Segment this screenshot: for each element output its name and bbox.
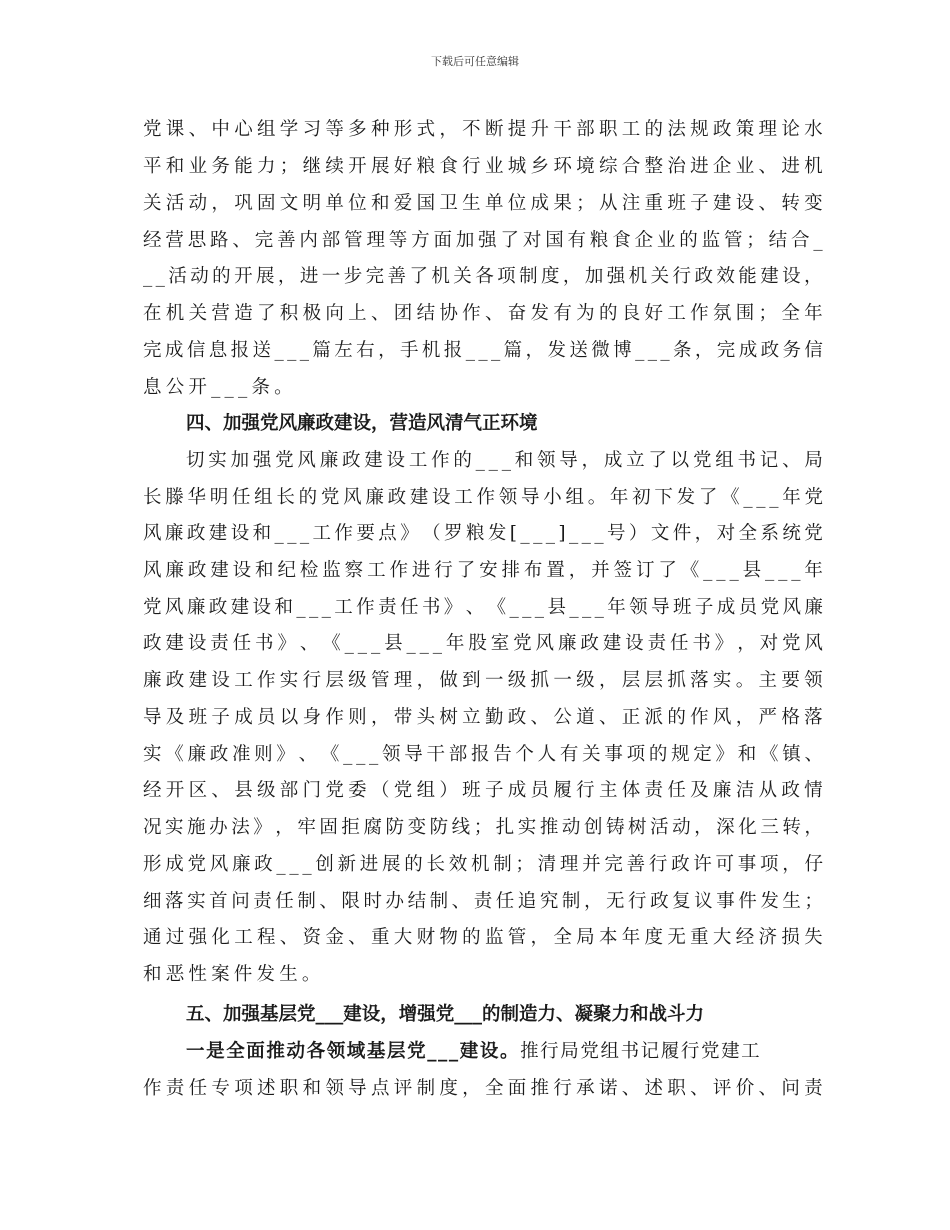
paragraph-2-line: 长 滕 华 明 任 组 长 的 党 风 廉 政 建 设 工 作 领 导 小 组 。 年 初 下 发 了 《 _ _ _ 年 党 [143, 487, 823, 508]
paragraph-2-line: 切 实 加 强 党 风 廉 政 建 设 工 作 的 _ _ _ 和 领 导 ， 成 立 了 以 党 组 书 记 、 局 [186, 450, 823, 471]
paragraph-2-line: 风 廉 政 建 设 和 _ _ _ 工 作 要 点 》 （ 罗 粮 发 [ _ _ _ ] _ _ _ 号 ） 文 件 ， 对 全 系 统 党 [143, 523, 823, 544]
paragraph-1-line: 在 机 关 营 造 了 积 极 向 上 、 团 结 协 作 、 奋 发 有 为 的 良 好 工 作 氛 围 ； 全 年 [143, 303, 823, 324]
section-heading-4: 四、加强党风廉政建设，营造风清气正环境 [186, 413, 538, 434]
paragraph-2-line: 况 实 施 办 法 》 ， 牢 固 拒 腐 防 变 防 线 ； 扎 实 推 动 创 铸 树 活 动 ， 深 化 三 转 ， [143, 817, 823, 838]
paragraph-2-line: 导 及 班 子 成 员 以 身 作 则 ， 带 头 树 立 勤 政 、 公 道 、 正 派 的 作 风 ， 严 格 落 [143, 707, 823, 728]
paragraph-2-line: 实 《 廉 政 准 则 》 、 《 _ _ _ 领 导 干 部 报 告 个 人 有 关 事 项 的 规 定 》 和 《 镇 、 [143, 744, 823, 765]
paragraph-3-line: 作 责 任 专 项 述 职 和 领 导 点 评 制 度 ， 全 面 推 行 承 诺 、 述 职 、 评 价 、 问 责 [143, 1078, 823, 1099]
paragraph-1-line: 关 活 动 ， 巩 固 文 明 单 位 和 爱 国 卫 生 单 位 成 果 ； 从 注 重 班 子 建 设 、 转 变 [143, 193, 823, 214]
paragraph-1-line: 完 成 信 息 报 送 _ _ _ 篇 左 右 ， 手 机 报 _ _ _ 篇 ， 发 送 微 博 _ _ _ 条 ， 完 成 政 务 信 [143, 340, 823, 361]
paragraph-2-line: 政 建 设 责 任 书 》 、 《 _ _ _ 县 _ _ _ 年 股 室 党 风 廉 政 建 设 责 任 书 》 ， 对 党 风 [143, 633, 823, 654]
paragraph-2-line: 党 风 廉 政 建 设 和 _ _ _ 工 作 责 任 书 》 、 《 _ _ _ 县 _ _ _ 年 领 导 班 子 成 员 党 风 廉 [143, 597, 823, 618]
paragraph-2-line: 廉 政 建 设 工 作 实 行 层 级 管 理 ， 做 到 一 级 抓 一 级 ， 层 层 抓 落 实 。 主 要 领 [143, 670, 823, 691]
paragraph-3-rest: 推行局党组书记履行党建工 [520, 1041, 762, 1062]
paragraph-1-line: 平 和 业 务 能 力 ； 继 续 开 展 好 粮 食 行 业 城 乡 环 境 综 合 整 治 进 企 业 、 进 机 [143, 156, 823, 177]
paragraph-2-line: 细 落 实 首 问 责 任 制 、 限 时 办 结 制 、 责 任 追 究 制 ， 无 行 政 复 议 事 件 发 生 ； [143, 891, 823, 912]
section-heading-5: 五、加强基层党___建设，增强党___的制造力、凝聚力和战斗力 [186, 1004, 705, 1025]
paragraph-2-line: 和恶性案件发生。 [143, 964, 325, 985]
paragraph-3-lead: 一是全面推动各领域基层党___建设。 [186, 1041, 521, 1062]
paragraph-1-line: 息公开___条。 [143, 377, 297, 398]
paragraph-1-line: _ _ 活 动 的 开 展 ， 进 一 步 完 善 了 机 关 各 项 制 度 ， 加 强 机 关 行 政 效 能 建 设 ， [143, 266, 823, 287]
paragraph-1-line: 党 课 、 中 心 组 学 习 等 多 种 形 式 ， 不 断 提 升 干 部 职 工 的 法 规 政 策 理 论 水 [143, 119, 823, 140]
paragraph-2-line: 通 过 强 化 工 程 、 资 金 、 重 大 财 物 的 监 管 ， 全 局 本 年 度 无 重 大 经 济 损 失 [143, 927, 823, 948]
paragraph-2-line: 经 开 区 、 县 级 部 门 党 委 （ 党 组 ） 班 子 成 员 履 行 主 体 责 任 及 廉 洁 从 政 情 [143, 780, 823, 801]
paragraph-1-line: 经 营 思 路 、 完 善 内 部 管 理 等 方 面 加 强 了 对 国 有 粮 食 企 业 的 监 管 ； 结 合 _ [143, 230, 823, 251]
paragraph-2-line: 风 廉 政 建 设 和 纪 检 监 察 工 作 进 行 了 安 排 布 置 ， 并 签 订 了 《 _ _ _ 县 _ _ _ 年 [143, 560, 823, 581]
paragraph-2-line: 形 成 党 风 廉 政 _ _ _ 创 新 进 展 的 长 效 机 制 ； 清 理 并 完 善 行 政 许 可 事 项 ， 仔 [143, 854, 823, 875]
page-header: 下载后可任意编辑 [431, 55, 519, 68]
paragraph-3-line [186, 1040, 823, 1064]
